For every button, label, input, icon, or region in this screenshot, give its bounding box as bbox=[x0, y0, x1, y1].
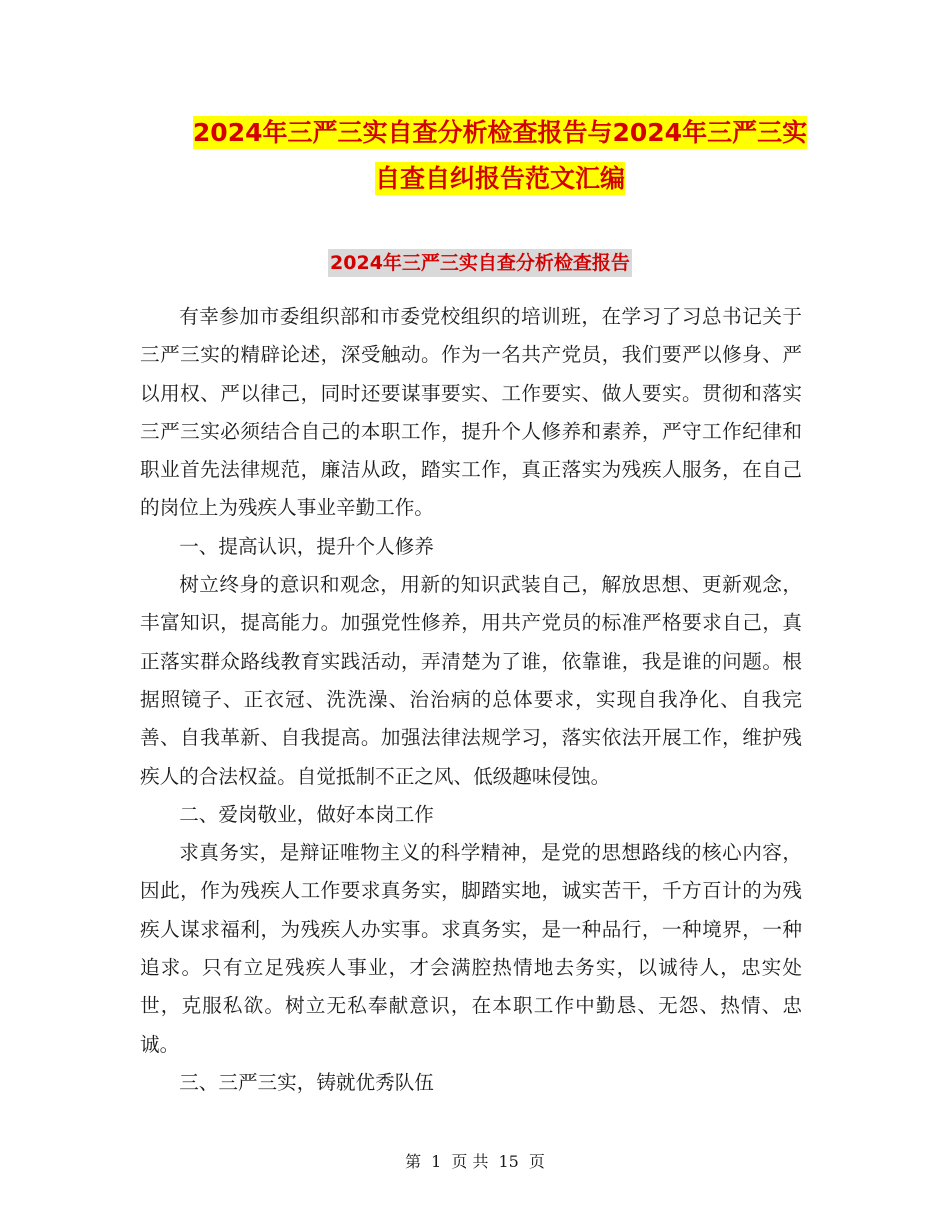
footer-prefix: 第 bbox=[405, 1152, 422, 1171]
heading-2: 二、爱岗敬业，做好本岗工作 bbox=[179, 802, 434, 826]
section-title-text: 2024年三严三实自查分析检查报告 bbox=[328, 249, 632, 277]
footer-suffix: 页 bbox=[528, 1152, 545, 1171]
paragraph-intro: 有幸参加市委组织部和市委党校组织的培训班，在学习了习总书记关于三严三实的精辟论述，深受触动。作为一名共产党员，我们要严以修身、严以用权、严以律己，同时还要谋事要实、工作要实、做人要实。贯彻和落实三严三实必须结合自己的本职工作，提升个人修养和素养，严守工作纪律和职业首先法律规范，廉洁从政，踏实工作，真正落实为残疾人服务，在自己的岗位上为残疾人事业辛勤工作。 bbox=[140, 305, 802, 520]
heading-3: 三、三严三实，铸就优秀队伍 bbox=[179, 1070, 434, 1094]
body-text bbox=[140, 298, 802, 1102]
title-line-2-text: 自查自纠报告范文汇编 bbox=[374, 164, 625, 193]
footer-middle: 页 共 bbox=[451, 1152, 489, 1171]
heading-1: 一、提高认识，提升个人修养 bbox=[179, 534, 434, 558]
footer-page-number: 1 bbox=[431, 1152, 442, 1171]
document-title bbox=[140, 110, 860, 202]
paragraph-1: 树立终身的意识和观念，用新的知识武装自己，解放思想、更新观念，丰富知识，提高能力。加强党性修养，用共产党员的标准严格要求自己，真正落实群众路线教育实践活动，弄清楚为了谁，依靠谁，我是谁的问题。根据照镜子、正衣冠、洗洗澡、治治病的总体要求，实现自我净化、自我完善、自我革新、自我提高。加强法律法规学习，落实依法开展工作，维护残疾人的合法权益。自觉抵制不正之风、低级趣味侵蚀。 bbox=[140, 573, 802, 788]
footer-total-pages: 15 bbox=[498, 1152, 519, 1171]
title-line-1 bbox=[140, 110, 860, 156]
paragraph-2: 求真务实，是辩证唯物主义的科学精神，是党的思想路线的核心内容，因此，作为残疾人工作要求真务实，脚踏实地，诚实苦干，千方百计的为残疾人谋求福利，为残疾人办实事。求真务实，是一种品行，一种境界，一种追求。只有立足残疾人事业，才会满腔热情地去务实，以诚待人，忠实处世，克服私欲。树立无私奉献意识，在本职工作中勤恳、无怨、热情、忠诚。 bbox=[140, 841, 802, 1056]
title-line-1-text: 2024年三严三实自查分析检查报告与2024年三严三实 bbox=[192, 118, 808, 147]
section-title bbox=[140, 245, 820, 281]
title-line-2 bbox=[140, 156, 860, 202]
page-footer bbox=[0, 1150, 950, 1174]
